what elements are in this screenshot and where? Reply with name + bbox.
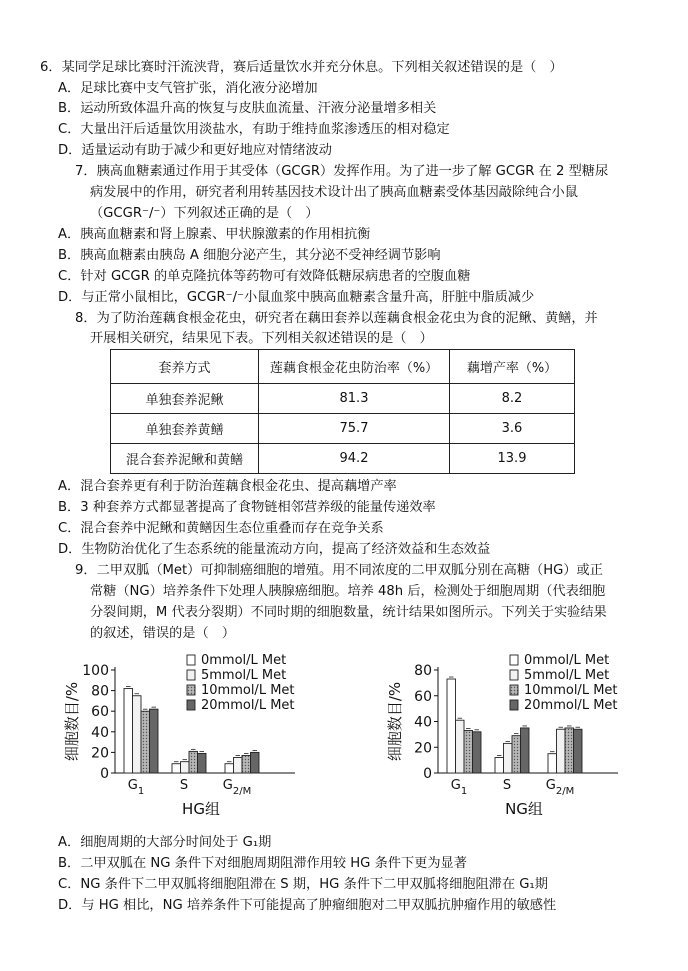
q9-stem-line-1: 9．二甲双胍（Met）可抑制癌细胞的增殖。用不同浓度的二甲双胍分别在高糖（HG）或正 [75,563,603,578]
y-tick-label: 40 [91,724,109,741]
bar [565,728,574,773]
bar [473,732,482,773]
q8-option-c: C．混合套养中泥鳅和黄鳝因生态位重叠而存在竞争关系 [58,521,384,536]
legend-label: 0mmol/L Met [524,653,610,668]
y-tick-label: 20 [91,745,109,762]
table-row [111,414,575,444]
y-axis-label: 细胞数目/% [63,681,81,762]
bar [251,752,260,773]
bar [133,696,142,773]
legend-label: 20mmol/L Met [524,698,618,713]
bar [181,762,190,773]
table-cell: 75.7 [259,414,450,444]
bar [456,720,465,773]
table-cell: 单独套养黄鳝 [111,414,259,444]
q6-option-d: D．适量运动有助于减少和更好地应对情绪波动 [58,143,332,158]
y-tick-label: 80 [414,663,432,679]
ng-bar-chart [378,650,648,825]
q7-option-b: B．胰高血糖素由胰岛 A 细胞分泌产生，其分泌不受神经调节影响 [58,248,441,263]
x-tick-sub: 2/M [232,786,252,797]
x-tick-label [503,778,511,793]
table-cell: 3.6 [450,414,575,444]
x-tick-label [180,778,188,793]
q9-option-d: D．与 HG 相比，NG 培养条件下可能提高了肿瘤细胞对二甲双胍抗肿瘤作用的敏感性 [58,898,557,913]
legend-label: 10mmol/L Met [524,683,618,698]
legend-swatch [510,655,518,665]
bar [225,764,234,773]
y-tick-label: 40 [414,714,432,731]
table-header-row [111,350,575,384]
bar [124,689,133,773]
chart-title: HG组 [182,800,220,818]
bar [464,731,473,773]
table-row [111,384,575,414]
q8-stem-line-2: 开展相关研究，结果见下表。下列相关叙述错误的是（ ） [90,331,433,346]
bar [189,751,198,773]
table-cell: 8.2 [450,384,575,414]
q7-option-d: D．与正常小鼠相比，GCGR⁻/⁻小鼠血浆中胰高血糖素含量升高，肝脏中脂质减少 [58,290,535,305]
table-cell: 81.3 [259,384,450,414]
q8-stem-line-1: 8．为了防治莲藕食根金花虫，研究者在藕田套养以莲藕食根金花虫为食的泥鳅、黄鳝，并 [75,311,598,326]
y-tick-label: 60 [91,704,109,721]
q7-stem-line-2: 病发展中的作用，研究者利用转基因技术设计出了胰高血糖素受体基因敲除纯合小鼠 [90,185,578,200]
x-tick-label [223,778,251,797]
x-tick-main: S [179,778,189,793]
q7-option-a: A．胰高血糖素和肾上腺素、甲状腺激素的作用相抗衡 [58,227,371,242]
q8-option-b: B．3 种套养方式都显著提高了食物链相邻营养级的能量传递效率 [58,500,436,515]
q6-option-b: B．运动所致体温升高的恢复与皮肤血流量、汗液分泌量增多相关 [58,101,437,116]
legend-swatch [510,700,518,710]
hg-bar-chart [55,650,325,825]
q9-option-b: B．二甲双胍在 NG 条件下对细胞周期阻滞作用较 HG 条件下更为显著 [58,856,467,871]
chart-title: NG组 [505,800,543,818]
legend-label: 0mmol/L Met [201,653,287,668]
x-tick-sub: 1 [137,786,145,797]
q9-option-a: A．细胞周期的大部分时间处于 G₁期 [58,835,272,850]
legend-label: 5mmol/L Met [524,668,610,683]
bar [198,753,207,773]
x-tick-main: G [222,778,233,793]
q9-stem-line-4: 的叙述，错误的是（ ） [90,626,236,641]
q9-stem-line-3: 分裂间期，M 代表分裂期）不同时期的细胞数量，统计结果如图所示。下列关于实验结果 [90,605,607,620]
q7-option-c: C．针对 GCGR 的单克隆抗体等药物可有效降低糖尿病患者的空腹血糖 [58,269,471,284]
bar [242,755,251,773]
y-axis-label: 细胞数目/% [386,681,404,762]
legend-swatch [510,685,518,695]
x-tick-main: S [502,778,512,793]
q6-option-c: C．大量出汗后适量饮用淡盐水，有助于维持血浆渗透压的相对稳定 [58,122,450,137]
legend-swatch [510,670,518,680]
bar [557,729,566,773]
x-tick-label [128,778,144,797]
legend-swatch [187,685,195,695]
results-table [110,349,575,474]
bar [141,711,150,773]
table-cell: 混合套养泥鳅和黄鳝 [111,444,259,474]
q6-option-a: A．足球比赛中支气管扩张，消化液分泌增加 [58,81,318,96]
bar [521,728,530,773]
x-tick-main: G [450,778,461,793]
x-tick-sub: 1 [460,786,468,797]
legend-swatch [187,700,195,710]
table-row [111,444,575,474]
legend-label: 20mmol/L Met [201,698,295,713]
table-cell: 94.2 [259,444,450,474]
bar [172,764,181,773]
bar [548,754,557,773]
table-cell: 单独套养泥鳅 [111,384,259,414]
table-header: 莲藕食根金花虫防治率（%） [259,350,450,384]
y-tick-label: 20 [414,740,432,757]
q9-stem-line-2: 常糖（NG）培养条件下处理人胰腺癌细胞。培养 48h 后，检测处于细胞周期（代表细胞 [90,584,606,599]
q8-option-d: D．生物防治优化了生态系统的能量流动方向，提高了经济效益和生态效益 [58,542,491,557]
x-tick-sub: 2/M [555,786,575,797]
q8-option-a: A．混合套养更有利于防治莲藕食根金花虫、提高藕增产率 [58,479,397,494]
table-header: 藕增产率（%） [450,350,575,384]
bar [495,758,504,773]
legend-swatch [187,670,195,680]
y-tick-label: 100 [82,663,109,679]
bar [512,736,521,773]
bar [504,743,513,773]
bar [574,729,583,773]
x-tick-label [451,778,467,797]
y-tick-label: 60 [414,688,432,705]
x-tick-label [546,778,574,797]
y-tick-label: 0 [423,766,432,782]
x-tick-main: G [545,778,556,793]
legend-label: 5mmol/L Met [201,668,287,683]
q7-stem-line-1: 7．胰高血糖素通过作用于其受体（GCGR）发挥作用。为了进一步了解 GCGR 在 2 型糖尿 [75,164,609,179]
table-header: 套养方式 [111,350,259,384]
legend-swatch [187,655,195,665]
bar [150,709,159,773]
y-tick-label: 0 [100,766,109,782]
table-cell: 13.9 [450,444,575,474]
y-tick-label: 80 [91,683,109,700]
legend-label: 10mmol/L Met [201,683,295,698]
bar [447,679,456,773]
q7-stem-line-3: （GCGR⁻/⁻）下列叙述正确的是（ ） [90,206,319,221]
bar [234,758,243,773]
q6-stem: 6．某同学足球比赛时汗流浃背，赛后适量饮水并充分休息。下列相关叙述错误的是（ ） [40,60,563,75]
x-tick-main: G [127,778,138,793]
q9-option-c: C．NG 条件下二甲双胍将细胞阻滞在 S 期，HG 条件下二甲双胍将细胞阻滞在 G₁期 [58,877,548,892]
